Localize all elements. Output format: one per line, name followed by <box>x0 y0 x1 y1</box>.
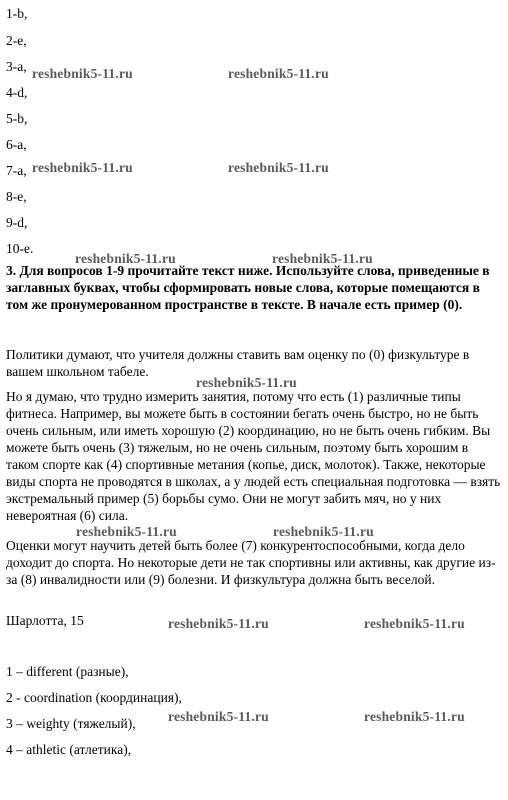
watermark: reshebnik5-11.ru <box>32 66 133 81</box>
answer-line: 4 – athletic (атлетика), <box>6 742 132 757</box>
watermark: reshebnik5-11.ru <box>168 616 269 631</box>
answer-line: 1 – different (разные), <box>6 664 129 679</box>
answer-line: 3-a, <box>6 59 27 74</box>
watermark: reshebnik5-11.ru <box>228 160 329 175</box>
watermark: reshebnik5-11.ru <box>228 66 329 81</box>
text-paragraph-3: Оценки могут научить детей быть более (7) конкурентоспособными, когда дело доходит до спорта. Но некоторые дети не так спортивны или активны, как другие из-за (8) инвалидности или (9) болезни. И физкультура должна быть веселой. <box>6 538 496 587</box>
text-paragraph-1: Политики думают, что учителя должны ставить вам оценку по (0) физкультуре в вашем школьном табеле. <box>6 347 470 379</box>
answer-line: 9-d, <box>6 215 28 230</box>
answer-line: 2 - coordination (координация), <box>6 690 182 705</box>
answer-line: 5-b, <box>6 111 28 126</box>
watermark: reshebnik5-11.ru <box>75 251 176 266</box>
watermark: reshebnik5-11.ru <box>364 709 465 724</box>
answer-line: 10-e. <box>6 241 34 256</box>
answer-line: 1-b, <box>6 6 28 21</box>
task-heading: 3. Для вопросов 1-9 прочитайте текст ниже. Используйте слова, приведенные в заглавных буквах, чтобы сформировать новые слова, которые помещаются в том же пронумерованном пространстве в тексте. В начале есть пример (0). <box>6 263 490 312</box>
answer-line: 6-a, <box>6 137 27 152</box>
signature: Шарлотта, 15 <box>6 613 84 628</box>
watermark: reshebnik5-11.ru <box>272 251 373 266</box>
watermark: reshebnik5-11.ru <box>168 709 269 724</box>
answer-line: 8-e, <box>6 189 27 204</box>
watermark: reshebnik5-11.ru <box>364 616 465 631</box>
text-paragraph-2: Но я думаю, что трудно измерить занятия, потому что есть (1) различные типы фитнеса. Например, вы можете быть в состоянии бегать очень быстро, но не быть очень сильным, или иметь хорошую (2) координацию, но не быть очень гибким. Вы можете быть очень (3) тяжелым, но не очень сильным, поэтому быть хорошим в таком спорте как (4) спортивные метания (копье, диск, молоток). Также, некоторые виды спорта не проводятся в школах, а у людей есть специальная подготовка — взять экстремальный пример (5) борьбы сумо. Они не могут забить мяч, но у них невероятная (6) сила. <box>6 389 501 523</box>
answer-line: 4-d, <box>6 85 28 100</box>
answer-line: 2-e, <box>6 33 27 48</box>
watermark: reshebnik5-11.ru <box>32 160 133 175</box>
watermark: reshebnik5-11.ru <box>273 524 374 539</box>
answer-line: 7-a, <box>6 163 27 178</box>
watermark: reshebnik5-11.ru <box>196 375 297 390</box>
answer-line: 3 – weighty (тяжелый), <box>6 716 136 731</box>
watermark: reshebnik5-11.ru <box>76 524 177 539</box>
